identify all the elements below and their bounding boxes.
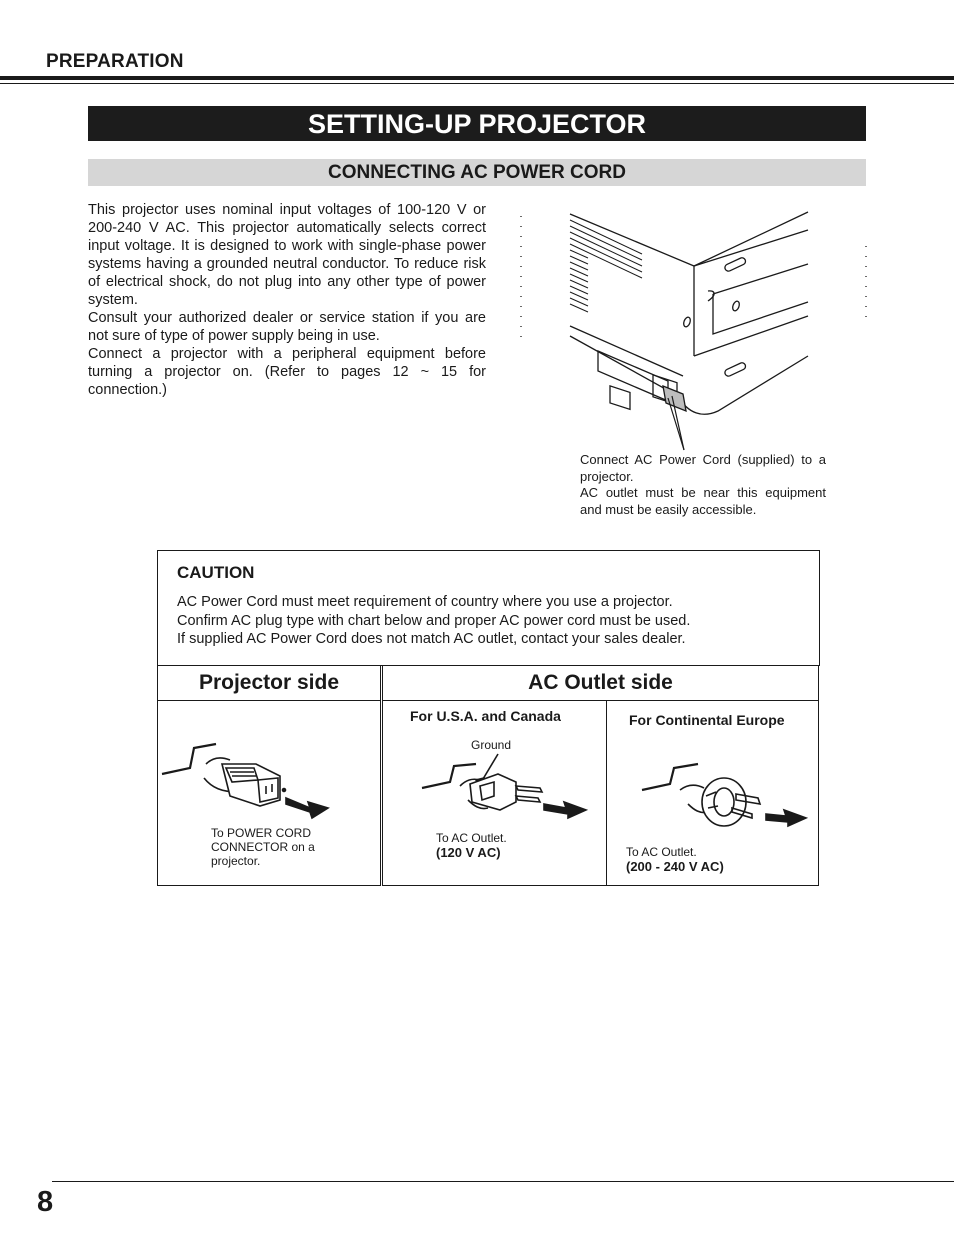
intro-text — [88, 201, 486, 399]
page-title: SETTING-UP PROJECTOR — [88, 106, 866, 141]
projector-side-caption-line-3: projector. — [211, 854, 261, 868]
figure-caption-line-2: AC outlet must be near this equipment and must be easily accessible. — [580, 485, 826, 517]
projector-illustration — [518, 206, 868, 451]
projector-side-caption-line-2: CONNECTOR on a — [211, 840, 315, 854]
europe-plug-icon — [640, 760, 810, 840]
usa-canada-heading: For U.S.A. and Canada — [410, 708, 561, 724]
europe-voltage: (200 - 240 V AC) — [626, 859, 724, 874]
caution-line-2: Confirm AC plug type with chart below and proper AC power cord must be used. — [177, 612, 691, 629]
intro-paragraph-3: Connect a projector with a peripheral equipment before turning a projector on. (Refer to pages 12 ~ 15 for connection.) — [88, 346, 486, 398]
intro-paragraph-2: Consult your authorized dealer or service station if you are not sure of type of power supply being in use. — [88, 310, 486, 344]
page-number: 8 — [37, 1186, 54, 1218]
projector-side-caption-line-1: To POWER CORD — [211, 826, 312, 840]
ac-outlet-side-heading: AC Outlet side — [382, 665, 819, 701]
header-rule-thin — [0, 83, 954, 84]
projector-side-caption — [211, 826, 361, 868]
ground-label: Ground — [471, 738, 512, 752]
iec-connector-icon — [160, 742, 330, 822]
caution-heading: CAUTION — [177, 563, 255, 582]
usa-plug-icon — [420, 752, 590, 822]
continental-europe-heading: For Continental Europe — [629, 712, 785, 728]
europe-outlet-caption: To AC Outlet. — [626, 845, 697, 859]
intro-paragraph-1: This projector uses nominal input voltages of 100-120 V or 200-240 V AC. This projector automatically selects correct input voltage. It is designed to work with single-phase power systems having a grounded neutral conductor. To reduce risk of electrical shock, do not plug into any other type of power system. — [88, 202, 486, 308]
caution-line-3: If supplied AC Power Cord does not match AC outlet, contact your sales dealer. — [177, 631, 686, 647]
section-label: PREPARATION — [46, 51, 184, 72]
section-subtitle: CONNECTING AC POWER CORD — [88, 159, 866, 186]
header-rule — [0, 76, 954, 80]
caution-line-1: AC Power Cord must meet requirement of country where you use a projector. — [177, 594, 673, 610]
projector-side-heading: Projector side — [157, 665, 381, 701]
figure-caption — [580, 452, 826, 518]
footer-rule — [52, 1181, 954, 1182]
usa-voltage: (120 V AC) — [436, 845, 501, 860]
figure-caption-line-1: Connect AC Power Cord (supplied) to a projector. — [580, 452, 826, 484]
caution-text — [177, 593, 797, 649]
usa-outlet-caption: To AC Outlet. — [436, 831, 507, 845]
